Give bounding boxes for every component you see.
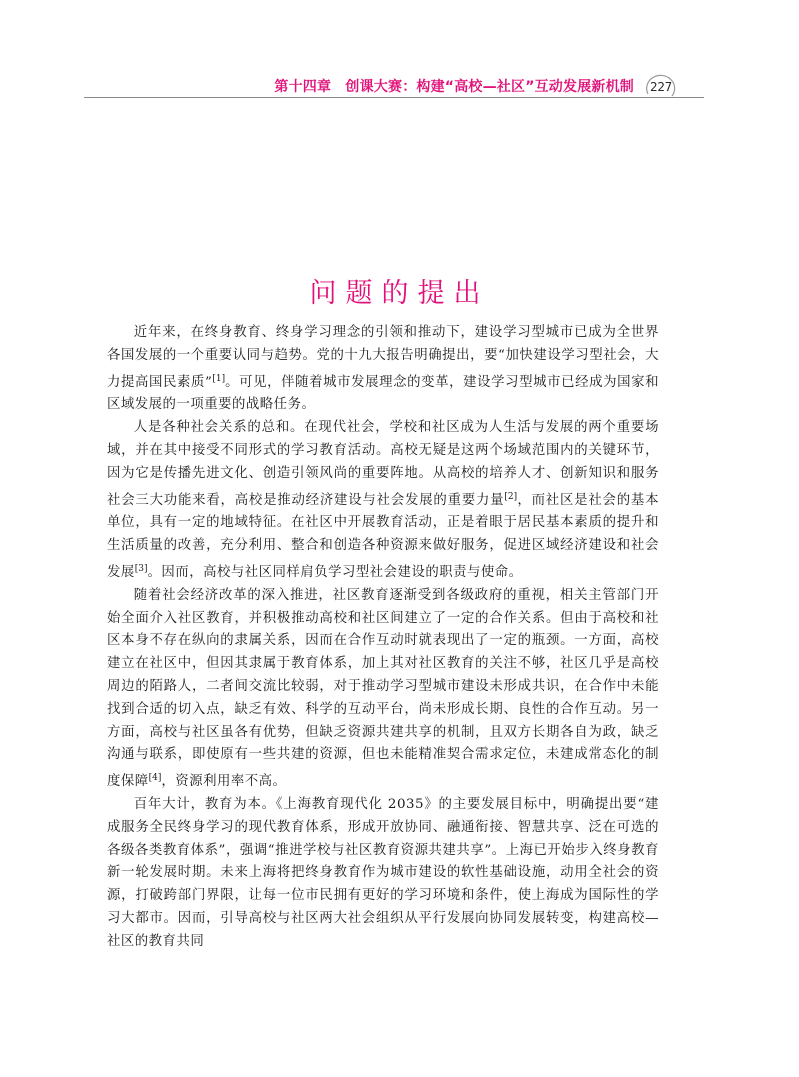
citation-ref-2[interactable]: [2] [504, 491, 518, 502]
section-title: 问题的提出 [309, 278, 490, 310]
paragraph-1 [107, 322, 659, 417]
paragraph-3 [107, 585, 659, 794]
paragraph-text: 百年大计，教育为本。《上海教育现代化 2035》的主要发展目标中，明确提出要“建成服务全民终身学习的现代教育体系，形成开放协同、融通衔接、智慧共享、泛在可选的各级各类教育体系”，强调“推进学校与社区教育资源共建共享”。上海已开始步入终身教育新一轮发展时期。未来上海将把终身教育作为城市建设的软性基础设施，动用全社会的资源，打破跨部门界限，让每一位市民拥有更好的学习环境和条件，使上海成为国际性的学习大都市。因而，引导高校与社区两大社会组织从平行发展向协同发展转变，构建高校—社区的教育共同 [107, 796, 659, 949]
running-head [0, 0, 799, 110]
paragraph-text: ，资源利用率不高。 [161, 774, 287, 790]
paragraph-2 [107, 417, 659, 585]
paragraph-4 [107, 794, 659, 954]
paragraph-text: 随着社会经济改革的深入推进，社区教育逐渐受到各级政府的重视，相关主管部门开始全面介入社区教育，并积极推动高校和社区间建立了一定的合作关系。但由于高校和社区本身不存在纵向的隶属关系，因而在合作互动时就表现出了一定的瓶颈。一方面，高校建立在社区中，但因其隶属于教育体系，加上其对社区教育的关注不够，社区几乎是高校周边的陌路人，二者间交流比较弱，对于推动学习型城市建设未形成共识，在合作中未能找到合适的切入点，缺乏有效、科学的互动平台，尚未形成长期、良性的合作互动。另一方面，高校与社区虽各有优势，但缺乏资源共建共享的机制，且双方长期各自为政，缺乏沟通与联系，即使原有一些共建的资源，但也未能精准契合需求定位，未建成常态化的制度保障 [107, 587, 659, 790]
paragraph-text: ，而社区是社会的基本单位，具有一定的地域特征。在社区中开展教育活动，正是着眼于居民基本素质的提升和生活质量的改善，充分利用、整合和创造各种资源来做好服务，促进区域经济建设和社会发展 [107, 492, 660, 580]
page-number: 227 [649, 80, 672, 94]
paragraph-text: 人是各种社会关系的总和。在现代社会，学校和社区成为人生活与发展的两个重要场域，并在其中接受不同形式的学习教育活动。高校无疑是这两个场域范围内的关键环节，因为它是传播先进文化、创造引领风尚的重要阵地。从高校的培养人才、创新知识和服务社会三大功能来看，高校是推动经济建设与社会发展的重要力量 [107, 420, 659, 508]
citation-ref-4[interactable]: [4] [148, 773, 162, 784]
citation-ref-1[interactable]: [1] [212, 373, 226, 384]
paragraph-text: 。因而，高校与社区同样肩负学习型社会建设的职责与使命。 [147, 564, 523, 580]
citation-ref-3[interactable]: [3] [134, 563, 148, 574]
chapter-running-title: 第十四章 创课大赛：构建“高校—社区”互动发展新机制 [274, 79, 634, 95]
paragraph-text: 。可见，伴随着城市发展理念的变革，建设学习型城市已经成为国家和区域发展的一项重要的战略任务。 [107, 374, 659, 413]
paragraph-text: 近年来，在终身教育、终身学习理念的引领和推动下，建设学习型城市已成为全世界各国发展的一个重要认同与趋势。党的十九大报告明确提出，要“加快建设学习型社会，大力提高国民素质” [107, 325, 659, 390]
body-text [107, 322, 659, 954]
header-rule [84, 97, 704, 98]
